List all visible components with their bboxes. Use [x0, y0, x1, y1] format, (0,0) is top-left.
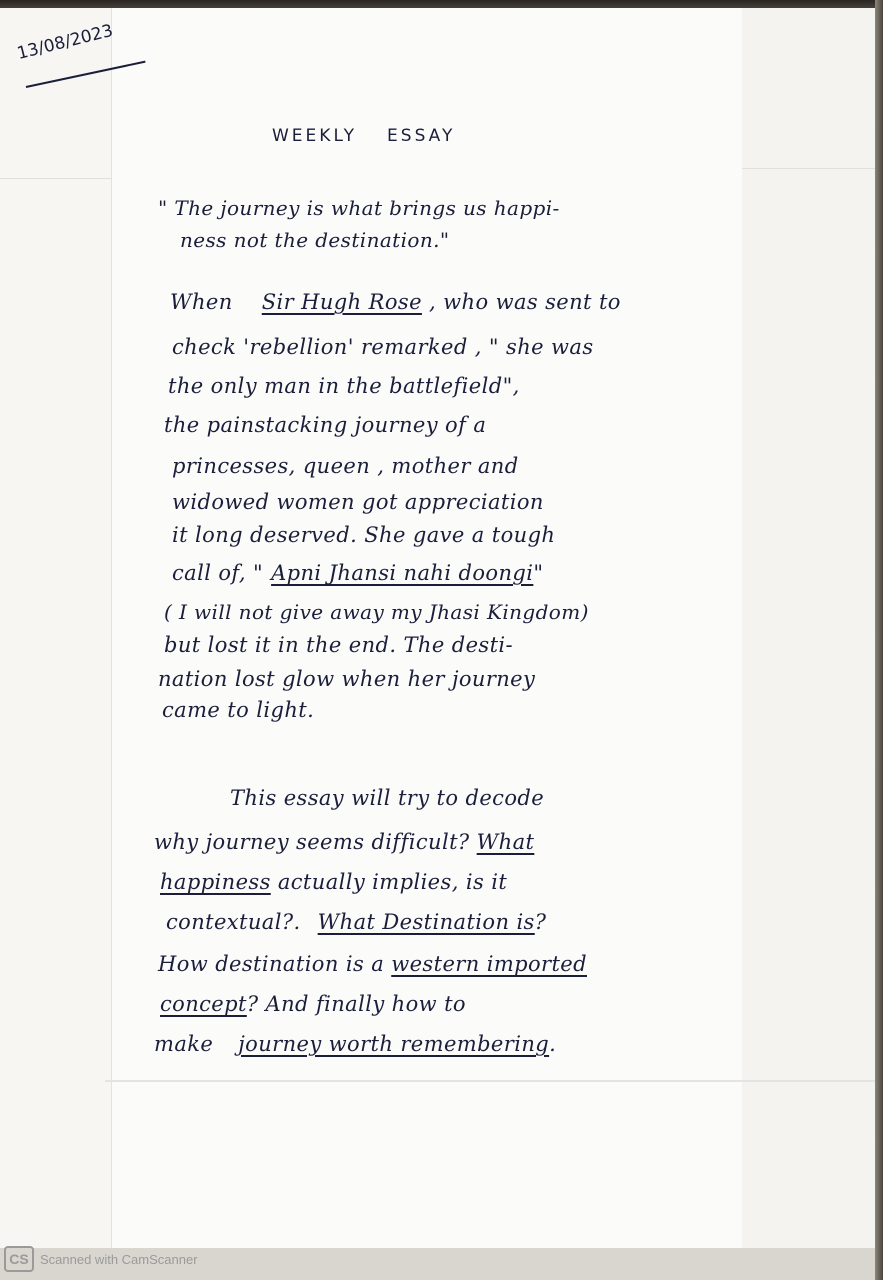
para1-line-4: the painstacking journey of a	[164, 413, 487, 437]
para1-line-8	[172, 561, 543, 585]
para2-make: make	[154, 1032, 214, 1056]
para2-happiness: happiness	[160, 870, 271, 894]
para2-journey-worth-remembering: journey worth remembering	[238, 1032, 550, 1056]
para1-line-2: check 'rebellion' remarked , " she was	[172, 335, 594, 359]
para1-line-7: it long deserved. She gave a tough	[172, 523, 556, 547]
quote-line-1: " The journey is what brings us happi-	[158, 196, 560, 220]
essay-title	[272, 126, 455, 146]
para2-line3-end: actually implies, is it	[277, 870, 508, 894]
para1-line-5: princesses, queen , mother and	[172, 454, 519, 478]
para2-line-3	[160, 870, 507, 894]
name-sir-hugh-rose: Sir Hugh Rose	[261, 290, 422, 314]
para2-line2-start: why journey seems difficult?	[154, 830, 470, 854]
title-word-weekly: WEEKLY	[272, 126, 358, 146]
para2-line-1: This essay will try to decode	[230, 786, 545, 810]
para2-contextual: contextual?.	[166, 910, 301, 934]
para2-line4-end: ?	[534, 910, 547, 934]
date-underline	[26, 61, 146, 88]
scanner-watermark	[4, 1244, 198, 1274]
para2-line-4	[166, 910, 546, 934]
para1-line-10: but lost it in the end. The desti-	[164, 633, 514, 657]
slogan-apni-jhansi: Apni Jhansi nahi doongi	[271, 561, 534, 585]
scan-right-edge	[875, 0, 883, 1280]
para2-line7-end: .	[549, 1032, 557, 1056]
para2-line6-end: ? And finally how to	[246, 992, 466, 1016]
para1-line-6: widowed women got appreciation	[172, 490, 544, 514]
handwritten-page	[0, 8, 875, 1248]
para1-line1-end: , who was sent to	[429, 290, 621, 314]
para1-call-of: call of, "	[172, 561, 264, 585]
para2-line-7	[154, 1032, 556, 1056]
para2-line5-start: How destination is a	[158, 952, 385, 976]
camscanner-logo: CS	[4, 1246, 34, 1272]
para2-what-destination: What Destination is	[317, 910, 535, 934]
para1-line-12: came to light.	[162, 698, 315, 722]
essay-date: 13/08/2023	[15, 20, 116, 64]
para2-line-2	[154, 830, 534, 854]
para1-line-3: the only man in the battlefield",	[168, 374, 520, 398]
quote-line-2: ness not the destination."	[180, 228, 450, 252]
camscanner-text: Scanned with CamScanner	[40, 1251, 198, 1267]
para2-line-5	[158, 952, 587, 976]
title-word-essay: ESSAY	[387, 126, 456, 146]
para1-line-9: ( I will not give away my Jhasi Kingdom)	[164, 600, 589, 624]
para1-when: When	[170, 290, 233, 314]
para1-line-11: nation lost glow when her journey	[158, 667, 536, 691]
para2-western-imported: western imported	[391, 952, 587, 976]
para2-line-6	[160, 992, 466, 1016]
para1-line-1	[170, 290, 621, 314]
para2-concept: concept	[160, 992, 247, 1016]
para2-what: What	[476, 830, 535, 854]
slogan-close-quote: "	[533, 561, 544, 585]
